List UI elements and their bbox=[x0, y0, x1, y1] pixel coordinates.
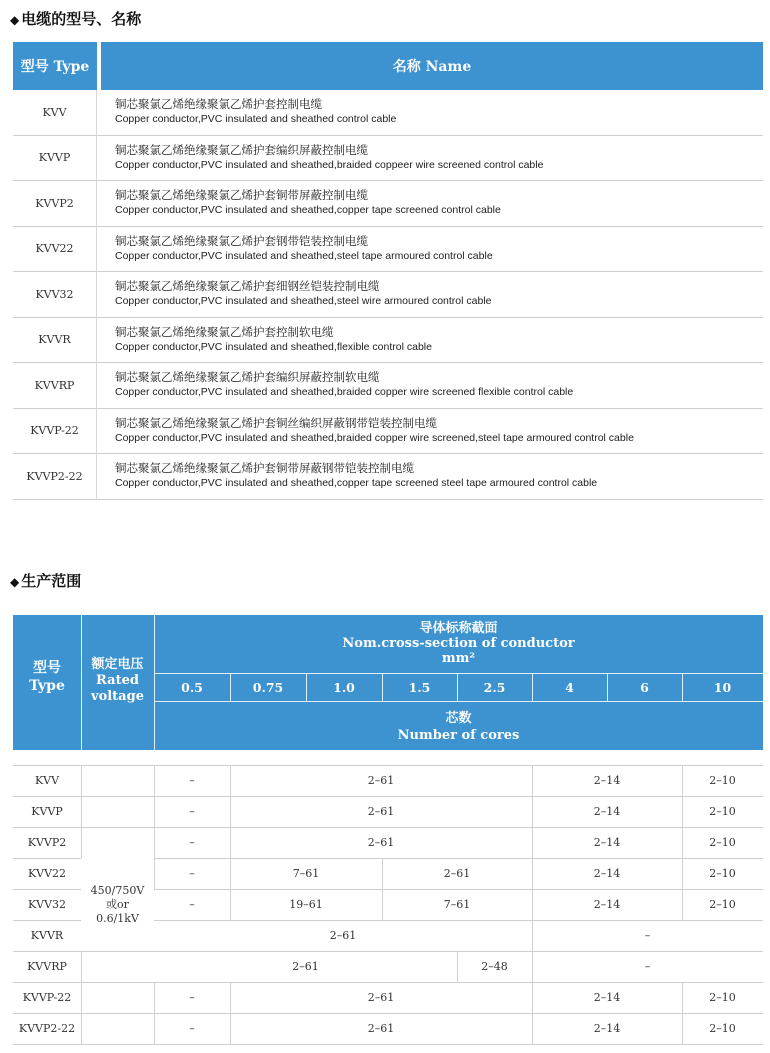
name-en: Copper conductor,PVC insulated and sheathed,braided copper wire screened flexible control cable bbox=[115, 386, 574, 399]
voltage-line: 或or bbox=[106, 897, 129, 911]
table-header bbox=[13, 42, 763, 90]
row-divider bbox=[13, 1044, 763, 1045]
model-code: KVVP2 bbox=[27, 836, 67, 849]
name-en: Copper conductor,PVC insulated and sheathed,copper tape screened control cable bbox=[115, 204, 501, 217]
model-code: KVVP bbox=[13, 136, 97, 181]
divider bbox=[230, 796, 231, 827]
name-en: Copper conductor,PVC insulated and sheathed,steel tape armoured control cable bbox=[115, 249, 493, 262]
divider bbox=[532, 920, 533, 951]
core-range: 2–61 bbox=[367, 1022, 395, 1035]
divider bbox=[532, 982, 533, 1013]
header-voltage-zh: 额定电压 bbox=[91, 657, 144, 672]
divider bbox=[532, 858, 533, 889]
model-code: KVVP2-22 bbox=[18, 1022, 76, 1035]
name-en: Copper conductor,PVC insulated and sheathed,flexible control cable bbox=[115, 340, 432, 353]
header-cores bbox=[154, 710, 763, 744]
divider bbox=[682, 765, 683, 796]
name-zh: 铜芯聚氯乙烯绝缘聚氯乙烯护套编织屏蔽控制软电缆 bbox=[115, 370, 380, 385]
name-zh: 铜芯聚氯乙烯绝缘聚氯乙烯护套控制电缆 bbox=[115, 97, 322, 112]
model-code: KVV22 bbox=[27, 867, 67, 880]
model-code: KVV bbox=[13, 90, 97, 135]
model-code: KVV bbox=[34, 774, 60, 787]
core-range: – bbox=[189, 774, 195, 787]
section-title-text: 生产范围 bbox=[21, 572, 82, 590]
section-title-models bbox=[10, 8, 141, 29]
core-range: 2–14 bbox=[593, 867, 621, 880]
core-range: 2–10 bbox=[709, 867, 736, 880]
model-code: KVV22 bbox=[13, 227, 97, 272]
core-range: – bbox=[189, 1022, 195, 1035]
name-en: Copper conductor,PVC insulated and sheathed,copper tape screened steel tape armoured control cable bbox=[115, 477, 598, 490]
model-code: KVV32 bbox=[27, 898, 67, 911]
header-section-en: Nom.cross-section of conductor bbox=[342, 636, 575, 651]
name-en: Copper conductor,PVC insulated and sheathed,braided copper wire screened,steel tape armoured control cable bbox=[115, 431, 634, 444]
core-range: 2–61 bbox=[292, 960, 319, 973]
core-range: – bbox=[189, 991, 195, 1004]
model-name bbox=[97, 318, 763, 363]
core-range: 2–14 bbox=[593, 774, 621, 787]
divider bbox=[532, 951, 533, 982]
table-row bbox=[13, 136, 763, 182]
header-type-zh: 型号 bbox=[33, 660, 61, 676]
divider bbox=[532, 889, 533, 920]
name-en: Copper conductor,PVC insulated and sheathed control cable bbox=[115, 113, 397, 126]
core-range: 2–48 bbox=[481, 960, 508, 973]
size-label: 4 bbox=[565, 679, 574, 695]
core-range: 2–10 bbox=[709, 991, 736, 1004]
core-range: 2–14 bbox=[593, 898, 621, 911]
header-cores-en: Number of cores bbox=[397, 728, 520, 743]
name-zh: 铜芯聚氯乙烯绝缘聚氯乙烯护套铜带屏蔽钢带铠装控制电缆 bbox=[115, 461, 414, 476]
header-section-zh: 导体标称截面 bbox=[419, 621, 498, 636]
model-name bbox=[97, 90, 763, 135]
table-row bbox=[13, 363, 763, 409]
core-range: 2–10 bbox=[709, 774, 736, 787]
divider bbox=[682, 858, 683, 889]
name-zh: 铜芯聚氯乙烯绝缘聚氯乙烯护套铜丝编织屏蔽钢带铠装控制电缆 bbox=[115, 415, 437, 430]
divider bbox=[230, 858, 231, 889]
divider bbox=[532, 827, 533, 858]
size-label: 1.5 bbox=[408, 679, 431, 695]
model-name bbox=[97, 409, 763, 454]
divider bbox=[230, 1013, 231, 1044]
model-name bbox=[97, 227, 763, 272]
divider bbox=[457, 951, 458, 982]
divider bbox=[682, 1013, 683, 1044]
core-range: – bbox=[189, 898, 195, 911]
divider bbox=[532, 1013, 533, 1044]
core-range: 2–10 bbox=[709, 1022, 736, 1035]
divider bbox=[682, 796, 683, 827]
core-range: – bbox=[644, 960, 651, 973]
section-title-range bbox=[10, 570, 81, 591]
model-code: KVVP-22 bbox=[22, 991, 72, 1004]
model-name bbox=[97, 272, 763, 317]
core-range: – bbox=[189, 805, 195, 818]
core-range: 2–10 bbox=[709, 805, 736, 818]
model-code: KVVRP bbox=[27, 960, 67, 973]
size-label: 0.5 bbox=[181, 679, 203, 695]
table-body bbox=[13, 90, 763, 500]
core-range: 2–14 bbox=[593, 805, 621, 818]
header-voltage-en1: Rated bbox=[96, 673, 139, 688]
divider bbox=[230, 827, 231, 858]
name-zh: 铜芯聚氯乙烯绝缘聚氯乙烯护套编织屏蔽控制电缆 bbox=[115, 142, 368, 157]
core-range: 2–10 bbox=[709, 836, 736, 849]
core-range: – bbox=[189, 836, 195, 849]
header-cross-section bbox=[154, 621, 763, 666]
model-name bbox=[97, 454, 763, 499]
header-cores-zh: 芯数 bbox=[445, 711, 472, 726]
core-range: 7–61 bbox=[443, 898, 471, 911]
divider bbox=[682, 889, 683, 920]
name-zh: 铜芯聚氯乙烯绝缘聚氯乙烯护套钢带铠装控制电缆 bbox=[115, 233, 368, 248]
diamond-bullet-icon: ◆ bbox=[10, 575, 20, 589]
divider bbox=[230, 982, 231, 1013]
table-row bbox=[13, 454, 763, 500]
model-code: KVVP2 bbox=[13, 181, 97, 226]
header-voltage-en2: voltage bbox=[91, 689, 144, 704]
header-section-unit: mm² bbox=[441, 651, 476, 666]
core-range: – bbox=[644, 929, 651, 942]
core-range: 2–61 bbox=[367, 805, 395, 818]
model-code: KVVR bbox=[30, 929, 64, 942]
divider bbox=[682, 827, 683, 858]
size-label: 1.0 bbox=[333, 679, 355, 695]
core-range: 2–10 bbox=[709, 898, 736, 911]
size-label: 10 bbox=[713, 679, 732, 695]
model-code: KVVP bbox=[31, 805, 63, 818]
model-code: KVVRP bbox=[13, 363, 97, 408]
divider bbox=[532, 796, 533, 827]
model-name bbox=[97, 363, 763, 408]
rated-voltage-value bbox=[81, 858, 154, 951]
size-label: 2.5 bbox=[483, 679, 506, 695]
diamond-bullet-icon: ◆ bbox=[10, 13, 20, 27]
production-range-table bbox=[13, 615, 763, 1045]
divider bbox=[382, 889, 383, 920]
table-row bbox=[13, 409, 763, 455]
model-code: KVVP2-22 bbox=[13, 454, 97, 499]
model-code: KVVR bbox=[13, 318, 97, 363]
table-row bbox=[13, 227, 763, 273]
core-range: 2–61 bbox=[367, 991, 395, 1004]
core-range: – bbox=[189, 867, 195, 880]
header-type: 型号 Type bbox=[13, 42, 97, 90]
table-row bbox=[13, 318, 763, 364]
table-row bbox=[13, 272, 763, 318]
model-code: KVV32 bbox=[13, 272, 97, 317]
name-zh: 铜芯聚氯乙烯绝缘聚氯乙烯护套控制软电缆 bbox=[115, 324, 334, 339]
header-type-en: Type bbox=[29, 678, 65, 694]
voltage-line: 0.6/1kV bbox=[96, 911, 139, 925]
name-zh: 铜芯聚氯乙烯绝缘聚氯乙烯护套细钢丝铠装控制电缆 bbox=[115, 279, 380, 294]
model-code: KVVP-22 bbox=[13, 409, 97, 454]
core-range: 2–61 bbox=[329, 929, 357, 942]
divider bbox=[682, 982, 683, 1013]
core-range: 2–14 bbox=[593, 991, 621, 1004]
core-range: 19–61 bbox=[289, 898, 323, 911]
voltage-line: 450/750V bbox=[90, 883, 145, 897]
table-body bbox=[13, 765, 763, 1045]
core-range: 2–14 bbox=[593, 1022, 621, 1035]
name-en: Copper conductor,PVC insulated and sheathed,braided coppeer wire screened control cable bbox=[115, 158, 544, 171]
size-label: 6 bbox=[640, 679, 649, 695]
core-range: 2–14 bbox=[593, 836, 621, 849]
divider bbox=[230, 889, 231, 920]
header-name: 名称 Name bbox=[101, 42, 763, 90]
table-header bbox=[13, 615, 763, 750]
model-name bbox=[97, 136, 763, 181]
divider bbox=[532, 765, 533, 796]
model-name bbox=[97, 181, 763, 226]
header-voltage bbox=[81, 657, 154, 705]
table-row bbox=[13, 181, 763, 227]
core-range: 2–61 bbox=[367, 774, 395, 787]
divider bbox=[154, 701, 763, 702]
name-en: Copper conductor,PVC insulated and sheathed,steel wire armoured control cable bbox=[115, 295, 492, 308]
core-range: 7–61 bbox=[292, 867, 320, 880]
section-title-text: 电缆的型号、名称 bbox=[21, 10, 142, 28]
core-range: 2–61 bbox=[367, 836, 395, 849]
core-range: 2–61 bbox=[443, 867, 471, 880]
divider bbox=[382, 858, 383, 889]
size-label: 0.75 bbox=[252, 679, 284, 695]
model-name-table bbox=[13, 42, 763, 500]
table-row bbox=[13, 90, 763, 136]
header-type bbox=[13, 659, 81, 695]
divider bbox=[230, 765, 231, 796]
name-zh: 铜芯聚氯乙烯绝缘聚氯乙烯护套铜带屏蔽控制电缆 bbox=[115, 188, 368, 203]
